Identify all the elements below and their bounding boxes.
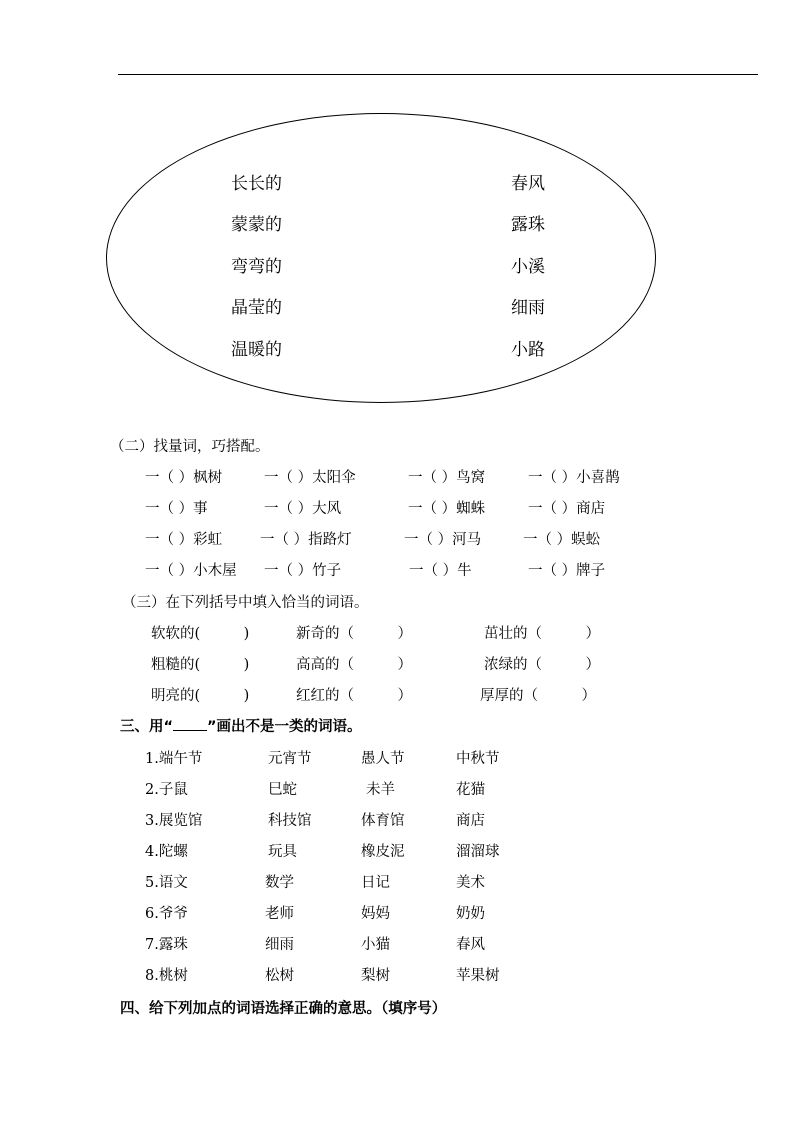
fill-in-item: 软软的( ) — [151, 626, 250, 642]
fill-in-item: 粗糙的( ) — [151, 657, 250, 673]
word-group-item: 巳蛇 — [268, 782, 297, 798]
match-right-word: 春风 — [511, 174, 545, 194]
word-group-item: 日记 — [361, 875, 390, 891]
word-group-item: 妈妈 — [361, 906, 390, 922]
measure-word-item: 一（ ）蜈蚣 — [523, 532, 601, 548]
match-left-word: 蒙蒙的 — [231, 215, 282, 235]
part3-title-end: ”画出不是一类的词语。 — [207, 719, 362, 735]
word-group-item: 6.爷爷 — [145, 906, 188, 922]
measure-word-item: 一（ ）竹子 — [264, 563, 342, 579]
measure-word-item: 一（ ）事 — [145, 501, 208, 517]
word-group-item: 未羊 — [366, 782, 395, 798]
word-group-item: 春风 — [456, 937, 485, 953]
measure-word-item: 一（ ）商店 — [528, 501, 606, 517]
word-group-item: 元宵节 — [268, 751, 312, 767]
measure-word-item: 一（ ）河马 — [404, 532, 482, 548]
fill-in-item: 新奇的（ ） — [296, 626, 412, 642]
section3-title: （三）在下列括号中填入恰当的词语。 — [122, 595, 369, 611]
fill-in-item: 厚厚的（ ） — [480, 688, 596, 704]
word-group-item: 5.语文 — [145, 875, 188, 891]
match-left-word: 温暖的 — [231, 340, 282, 360]
word-group-item: 4.陀螺 — [145, 844, 188, 860]
match-right-word: 小路 — [511, 340, 545, 360]
word-group-item: 体育馆 — [361, 813, 405, 829]
measure-word-item: 一（ ）彩虹 — [145, 532, 223, 548]
word-group-item: 花猫 — [456, 782, 485, 798]
match-right-word: 细雨 — [511, 298, 545, 318]
measure-word-item: 一（ ）鸟窝 — [408, 470, 486, 486]
match-left-word: 弯弯的 — [231, 257, 282, 277]
measure-word-item: 一（ ）牌子 — [528, 563, 606, 579]
section2-title: （二）找量词，巧搭配。 — [110, 439, 270, 455]
word-group-item: 橡皮泥 — [361, 844, 405, 860]
measure-word-item: 一（ ）蜘蛛 — [408, 501, 486, 517]
word-group-item: 商店 — [456, 813, 485, 829]
word-group-item: 细雨 — [265, 937, 294, 953]
matching-ellipse — [106, 113, 656, 403]
word-group-item: 小猫 — [361, 937, 390, 953]
fill-in-item: 浓绿的（ ） — [484, 657, 600, 673]
match-right-word: 小溪 — [511, 257, 545, 277]
match-right-word: 露珠 — [511, 215, 545, 235]
part3-title — [120, 715, 362, 736]
word-group-item: 7.露珠 — [145, 937, 188, 953]
word-group-item: 数学 — [265, 875, 294, 891]
underline-sample — [173, 718, 207, 731]
word-group-item: 梨树 — [361, 968, 390, 984]
word-group-item: 3.展览馆 — [145, 813, 203, 829]
word-group-item: 老师 — [265, 906, 294, 922]
fill-in-item: 高高的（ ） — [296, 657, 412, 673]
measure-word-item: 一（ ）大风 — [264, 501, 342, 517]
measure-word-item: 一（ ）指路灯 — [260, 532, 352, 548]
measure-word-item: 一（ ）太阳伞 — [264, 470, 356, 486]
match-left-word: 长长的 — [231, 174, 282, 194]
header-rule — [118, 74, 758, 75]
word-group-item: 2.子鼠 — [145, 782, 188, 798]
word-group-item: 1.端午节 — [145, 751, 203, 767]
word-group-item: 美术 — [456, 875, 485, 891]
measure-word-item: 一（ ）小喜鹊 — [528, 470, 620, 486]
word-group-item: 苹果树 — [456, 968, 500, 984]
word-group-item: 科技馆 — [268, 813, 312, 829]
word-group-item: 溜溜球 — [456, 844, 500, 860]
word-group-item: 玩具 — [268, 844, 297, 860]
measure-word-item: 一（ ）牛 — [409, 563, 472, 579]
fill-in-item: 茁壮的（ ） — [484, 626, 600, 642]
word-group-item: 愚人节 — [361, 751, 405, 767]
word-group-item: 奶奶 — [456, 906, 485, 922]
part3-title-start: 三、用“ — [120, 719, 174, 735]
fill-in-item: 明亮的( ) — [151, 688, 250, 704]
match-left-word: 晶莹的 — [231, 298, 282, 318]
word-group-item: 松树 — [265, 968, 294, 984]
measure-word-item: 一（ ）小木屋 — [145, 563, 237, 579]
word-group-item: 8.桃树 — [145, 968, 188, 984]
fill-in-item: 红红的（ ） — [296, 688, 412, 704]
measure-word-item: 一（ ）枫树 — [145, 470, 223, 486]
part4-title: 四、给下列加点的词语选择正确的意思。（填序号） — [120, 1001, 447, 1017]
word-group-item: 中秋节 — [456, 751, 500, 767]
